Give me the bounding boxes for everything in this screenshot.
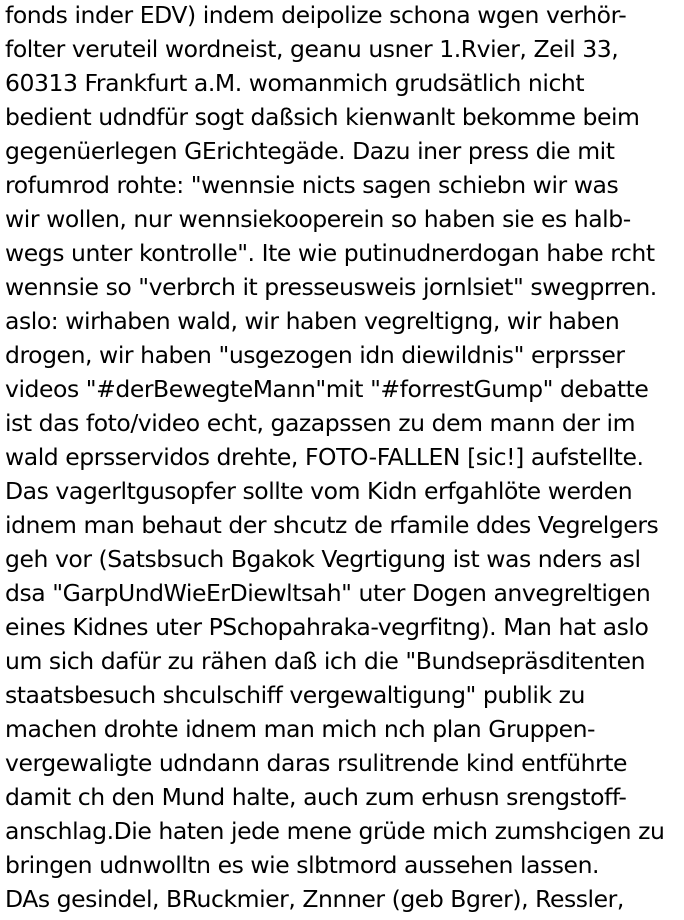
text-line: Das vagerltgusopfer sollte vom Kidn erfgahlöte werden [5, 477, 633, 505]
text-line: wegs unter kontrolle". Ite wie putinudnerdogan habe rcht [5, 239, 655, 267]
text-line: eines Kidnes uter PSchopahraka-vegrfitng). Man hat aslo [5, 613, 649, 641]
text-line: idnem man behaut der shcutz de rfamile ddes Vegrelgers [5, 511, 659, 539]
text-line: drogen, wir haben "usgezogen idn diewildnis" erprsser [5, 341, 625, 369]
text-line: videos "#derBewegteMann"mit "#forrestGump" debatte [5, 375, 649, 403]
text-line: anschlag.Die haten jede mene grüde mich zumshcigen zu [5, 817, 665, 845]
text-line: wald eprsservidos drehte, FOTO-FALLEN [sic!] aufstellte. [5, 443, 644, 471]
text-line: ist das foto/video echt, gazapssen zu dem mann der im [5, 409, 636, 437]
text-line: bringen udnwolltn es wie slbtmord aussehen lassen. [5, 851, 600, 879]
text-line: DAs gesindel, BRuckmier, Znnner (geb Bgrer), Ressler, [5, 885, 624, 913]
text-line: staatsbesuch shculschiff vergewaltigung" publik zu [5, 681, 585, 709]
text-line: um sich dafür zu rähen daß ich die "Bundsepräsditenten [5, 647, 646, 675]
text-line: folter veruteil wordneist, geanu usner 1.Rvier, Zeil 33, [5, 35, 619, 63]
text-line: wennsie so "verbrch it presseusweis jornlsiet" swegprren. [5, 273, 657, 301]
text-line: rofumrod rohte: "wennsie nicts sagen schiebn wir was [5, 171, 619, 199]
text-line: geh vor (Satsbsuch Bgakok Vegrtigung ist was nders asl [5, 545, 641, 573]
text-line: wir wollen, nur wennsiekooperein so haben sie es halb- [5, 205, 631, 233]
text-line: aslo: wirhaben wald, wir haben vegreltigng, wir haben [5, 307, 620, 335]
text-line: damit ch den Mund halte, auch zum erhusn srengstoff- [5, 783, 627, 811]
text-line: 60313 Frankfurt a.M. womanmich grudsätlich nicht [5, 69, 585, 97]
text-line: machen drohte idnem man mich nch plan Gruppen- [5, 715, 596, 743]
text-line: gegenüerlegen GErichtegäde. Dazu iner press die mit [5, 137, 615, 165]
text-line: fonds inder EDV) indem deipolize schona wgen verhör- [5, 1, 627, 29]
text-line: bedient udndfür sogt daßsich kienwanlt bekomme beim [5, 103, 640, 131]
text-line: vergewaligte udndann daras rsulitrende kind entführte [5, 749, 628, 777]
text-line: dsa "GarpUndWieErDiewltsah" uter Dogen anvegreltigen [5, 579, 651, 607]
